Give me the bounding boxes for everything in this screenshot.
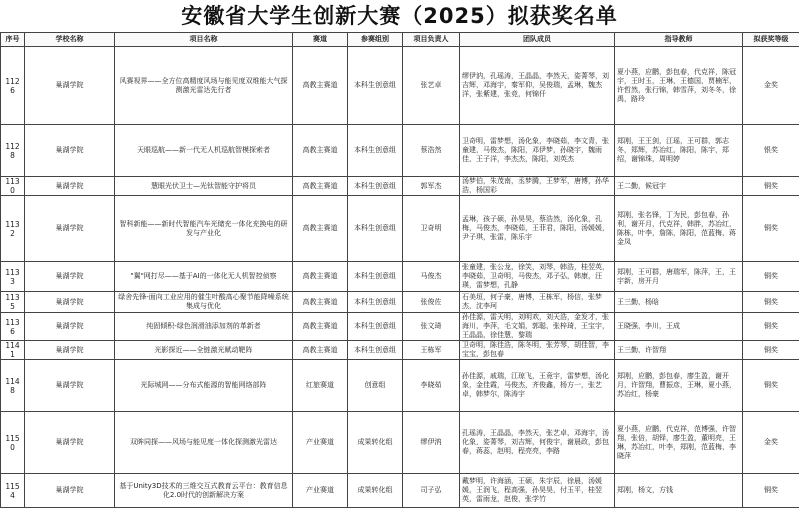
cell-members: 卫奇明，雷梦想，汤化象，李晓茹，李文青，张童建，马俊杰，陈阳，邓伊梦，孙晓宇，魏雨佳，王子洋，李杰杰，陈阳，刘英杰 <box>460 125 615 177</box>
cell-no: 1141 <box>1 341 25 360</box>
cell-no: 1133 <box>1 262 25 292</box>
cell-no: 1154 <box>1 474 25 508</box>
header-track: 赛道 <box>293 33 348 47</box>
cell-project: 光际城网——分布式能源的智能网络部阵 <box>115 360 293 412</box>
cell-teachers: 郑刚，张名锋，丁为民，彭包春，孙利，谢开月，代克祥，韩胖，苏冶红，陈栋，叶李，詹陈，陈阳，范蓝梅，蒋金凤 <box>615 196 743 262</box>
cell-members: 孟琳，孩子硕，孙昊昊，蔡浩然，汤化象，孔梅，马俊杰，李晓茹，王菲君，陈阳，汤媛媛，尹子琪，张雷，陈乐宇 <box>460 196 615 262</box>
cell-members: 石美垣，何子豪，唐博，王栋军，杨信，张梦杰，沈李珂 <box>460 292 615 313</box>
cell-award: 铜奖 <box>743 313 799 341</box>
cell-no: 1126 <box>1 47 25 125</box>
table-row <box>1 412 799 474</box>
cell-project: 光影探近——全链激光赋动靶阵 <box>115 341 293 360</box>
cell-school: 巢湖学院 <box>25 360 115 412</box>
page-title: 安徽省大学生创新大赛（2025）拟获奖名单 <box>0 0 799 32</box>
cell-teachers: 王三勤，杨晗 <box>615 292 743 313</box>
table-row <box>1 360 799 412</box>
cell-track: 高教主赛道 <box>293 262 348 292</box>
cell-school: 巢湖学院 <box>25 313 115 341</box>
cell-school: 巢湖学院 <box>25 292 115 313</box>
cell-teachers: 夏小燕，应鹏，代克祥，范博强，许智翔，张倍，胡铎，廖生盈，董明亮，王琳，苏冶红，叶李，郑刚，范蓝梅，李晓萍 <box>615 412 743 474</box>
cell-members: 缪伊汭，孔瑶涛，王晶晶，李然天，姿菁琴，刘吉辉，邓海宇，秦军仰，吴俊瑞，孟琳，魏杰洋，张紫建，张竞，何锦仟 <box>460 47 615 125</box>
cell-project: 绿舍先锋-面向工业应用的催生叶酸高心聚节能降噪系统集成与优化 <box>115 292 293 313</box>
cell-school: 巢湖学院 <box>25 341 115 360</box>
cell-project: 风赛视界——全方位高精度风场与能见度双维能大气探测激光雷达先行者 <box>115 47 293 125</box>
cell-track: 高教主赛道 <box>293 125 348 177</box>
cell-track: 高教主赛道 <box>293 177 348 196</box>
cell-award: 铜奖 <box>743 292 799 313</box>
cell-leader: 李晓茹 <box>403 360 460 412</box>
cell-award: 铜奖 <box>743 262 799 292</box>
cell-project: 双眸同探——风场与能见度一体化探测激光雷达 <box>115 412 293 474</box>
header-project: 项目名称 <box>115 33 293 47</box>
cell-teachers: 郑刚，杨文，方钱 <box>615 474 743 508</box>
header-leader: 项目负责人 <box>403 33 460 47</box>
table-row <box>1 125 799 177</box>
cell-no: 1132 <box>1 196 25 262</box>
cell-group: 成果转化组 <box>348 412 403 474</box>
cell-track: 高教主赛道 <box>293 292 348 313</box>
header-school: 学校名称 <box>25 33 115 47</box>
cell-award: 银奖 <box>743 125 799 177</box>
cell-award: 铜奖 <box>743 360 799 412</box>
cell-leader: 王栋军 <box>403 341 460 360</box>
cell-members: 孙佳源，雷天明，刘明欢，刘天浩，金发才，张海川，李萍，毛文娟，郭聪，张梓琦，王宝宇，王晶晶，徐佳慧，黎瑞 <box>460 313 615 341</box>
cell-no: 1135 <box>1 292 25 313</box>
cell-leader: 张俊佐 <box>403 292 460 313</box>
cell-group: 本科生创意组 <box>348 341 403 360</box>
cell-teachers: 王晓强，李川，王成 <box>615 313 743 341</box>
cell-no: 1150 <box>1 412 25 474</box>
table-row <box>1 262 799 292</box>
cell-school: 巢湖学院 <box>25 196 115 262</box>
cell-leader: 卫奇明 <box>403 196 460 262</box>
table-row <box>1 196 799 262</box>
cell-project: 纯固倾积-绿色润滑油添加剂的革新者 <box>115 313 293 341</box>
cell-members: 卫奇明，陈佳浩，陈冬明，张芳琴，胡佳智，李宝宝，彭包春 <box>460 341 615 360</box>
cell-no: 1128 <box>1 125 25 177</box>
cell-award: 金奖 <box>743 47 799 125</box>
cell-group: 本科生创意组 <box>348 292 403 313</box>
cell-members: 戴梦明，许海涵，王硕，朱宇辰，徐晨，汤媛媛，王润飞，程高强，孙昊昊，付玉平，桂翌英，雷雨龙，赵俊，张学竹 <box>460 474 615 508</box>
cell-group: 成果转化组 <box>348 474 403 508</box>
table-row <box>1 177 799 196</box>
cell-leader: 马俊杰 <box>403 262 460 292</box>
cell-leader: 蔡浩然 <box>403 125 460 177</box>
cell-award: 铜奖 <box>743 341 799 360</box>
cell-group: 本科生创意组 <box>348 177 403 196</box>
cell-track: 高教主赛道 <box>293 313 348 341</box>
cell-no: 1148 <box>1 360 25 412</box>
cell-project: 基于Unity3D技术的三维交互式教育云平台：教育信息化2.0时代的创新解决方案 <box>115 474 293 508</box>
cell-award: 铜奖 <box>743 177 799 196</box>
cell-track: 高教主赛道 <box>293 47 348 125</box>
cell-group: 本科生创意组 <box>348 125 403 177</box>
cell-group: 本科生创意组 <box>348 313 403 341</box>
cell-no: 1130 <box>1 177 25 196</box>
header-award: 拟获奖等级 <box>743 33 799 47</box>
cell-leader: 郭军杰 <box>403 177 460 196</box>
cell-award: 金奖 <box>743 412 799 474</box>
cell-teachers: 郑刚，王王剑，江瑶，王可群，郭志冬，郑辉，苏冶红，陈阳，陈宇，郑绍，谢锦珠，周明婷 <box>615 125 743 177</box>
cell-project: 智科新能——新时代智能汽车光储充一体化充换电的研发与产业化 <box>115 196 293 262</box>
cell-teachers: 夏小燕，应鹏，彭包春，代克祥，陈冠宇，王时玉，王琳，王德国，贾楠军，许哲然，张行锦，韩雪萍，刘冬冬，徐禹，路玲 <box>615 47 743 125</box>
cell-track: 红旅赛道 <box>293 360 348 412</box>
cell-school: 巢湖学院 <box>25 177 115 196</box>
cell-school: 巢湖学院 <box>25 262 115 292</box>
table-row <box>1 292 799 313</box>
award-table <box>0 32 799 508</box>
cell-track: 产业赛道 <box>293 412 348 474</box>
cell-members: 汤梦伯，朱茂南，丞梦腾，王梦军，唐博，孙华浩，杨国彩 <box>460 177 615 196</box>
cell-teachers: 王二勤，候冠宇 <box>615 177 743 196</box>
cell-award: 铜奖 <box>743 196 799 262</box>
cell-members: 孙佳源，戚瑞，江琼飞，王竟宇，雷梦想，汤化象，金佳霞，马俊杰，齐俊鑫，杨方一，张艺卓，韩梦尔，陈涛宇 <box>460 360 615 412</box>
table-row <box>1 47 799 125</box>
cell-school: 巢湖学院 <box>25 47 115 125</box>
cell-members: 张童建，张公龙，徐笑，刘琴，韩浩，桂翌英，李晓茹，卫奇明，马俊杰，邓子弘，韩康，汪瑛，雷梦想，孔静 <box>460 262 615 292</box>
cell-leader: 司子弘 <box>403 474 460 508</box>
cell-project: "翼"网打尽——基于AI的一体化无人机智控侦察 <box>115 262 293 292</box>
cell-no: 1136 <box>1 313 25 341</box>
header-group: 参赛组别 <box>348 33 403 47</box>
cell-school: 巢湖学院 <box>25 125 115 177</box>
cell-members: 孔瑶涛，王晶晶，李然天，张艺卓，邓海宇，汤化象，姿菁琴，刘吉辉，何俊宇，谢晨政，彭包春，蒋蕊，赵明，程亮亮，李路 <box>460 412 615 474</box>
header-members: 团队成员 <box>460 33 615 47</box>
cell-teachers: 郑刚，应鹏，彭包春，廖生盈，谢开月，许智翔，曹振彦，王琳，夏小燕，苏冶红，杨豪 <box>615 360 743 412</box>
table-row <box>1 341 799 360</box>
cell-track: 产业赛道 <box>293 474 348 508</box>
cell-group: 本科生创意组 <box>348 47 403 125</box>
cell-track: 高教主赛道 <box>293 341 348 360</box>
cell-project: 慧眼光伏卫士—光钛智能守护将员 <box>115 177 293 196</box>
cell-project: 天眼巡航——新一代无人机巡航智模探索者 <box>115 125 293 177</box>
cell-teachers: 王三勤，许智翔 <box>615 341 743 360</box>
cell-leader: 张文琦 <box>403 313 460 341</box>
table-row <box>1 474 799 508</box>
cell-leader: 缪伊汭 <box>403 412 460 474</box>
cell-leader: 张艺卓 <box>403 47 460 125</box>
table-row <box>1 313 799 341</box>
cell-school: 巢湖学院 <box>25 474 115 508</box>
cell-award: 铜奖 <box>743 474 799 508</box>
header-teachers: 指导教师 <box>615 33 743 47</box>
header-no: 序号 <box>1 33 25 47</box>
cell-group: 创意组 <box>348 360 403 412</box>
cell-group: 本科生创意组 <box>348 196 403 262</box>
cell-teachers: 郑刚，王可群，唐瑞军，陈萍，王，王宇新，房开月 <box>615 262 743 292</box>
cell-group: 本科生创意组 <box>348 262 403 292</box>
cell-track: 高教主赛道 <box>293 196 348 262</box>
cell-school: 巢湖学院 <box>25 412 115 474</box>
table-header-row <box>1 33 799 47</box>
